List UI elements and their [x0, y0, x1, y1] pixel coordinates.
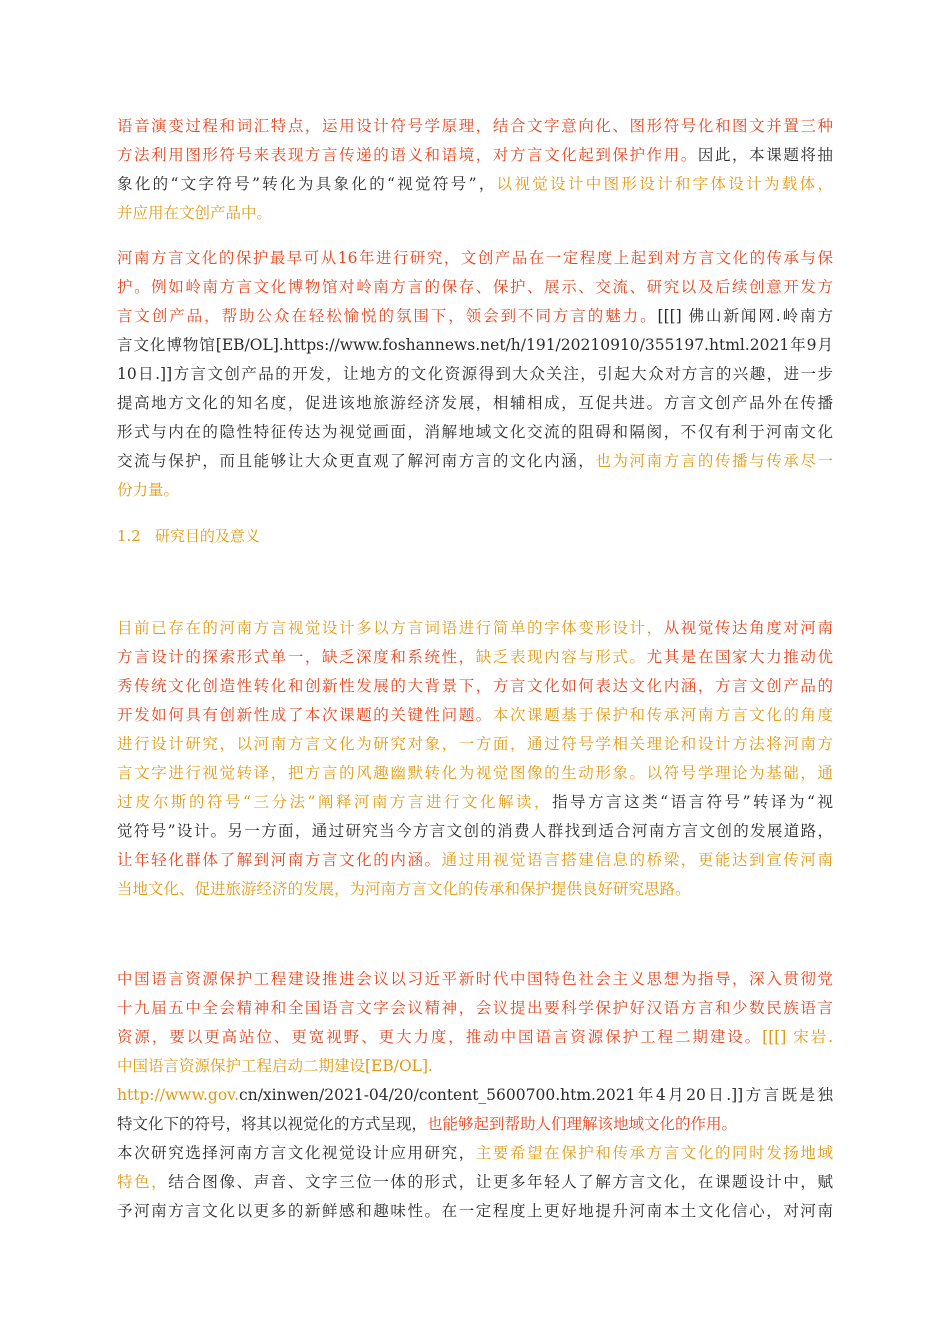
text-line: 提高地方文化的知名度，促进该地旅游经济发展，相辅相成，互促共进。方言文创产品外在传播	[117, 394, 833, 412]
text-line: 语音演变过程和词汇特点，运用设计符号学原理，结合文字意向化、图形符号化和图文并置三种	[117, 117, 833, 135]
text-line: 本次研究选择河南方言文化视觉设计应用研究，主要希望在保护和传承方言文化的同时发扬地域	[117, 1144, 833, 1162]
text-line: 交流与保护，而且能够让大众更直观了解河南方言的文化内涵，也为河南方言的传播与传承尽一	[117, 452, 833, 470]
citation-line: http://www.gov.cn/xinwen/2021-04/20/content_5600700.htm.2021年4月20日.]]方言既是独	[117, 1086, 833, 1104]
text-line: 份力量。	[117, 481, 180, 499]
text-line: 当地文化、促进旅游经济的发展，为河南方言文化的传承和保护提供良好研究思路。	[117, 880, 691, 898]
text-line: 予河南方言文化以更多的新鲜感和趣味性。在一定程度上更好地提升河南本土文化信心，对河南	[117, 1202, 833, 1220]
text-line: 言文字进行视觉转译，把方言的风趣幽默转化为视觉图像的生动形象。以符号学理论为基础，通	[117, 764, 833, 782]
paragraph-2	[117, 244, 833, 505]
text-line: 资源，要以更高站位、更宽视野、更大力度，推动中国语言资源保护工程二期建设。[[[] 宋岩.	[117, 1028, 833, 1046]
text-line: 开发如何具有创新性成了本次课题的关键性问题。本次课题基于保护和传承河南方言文化的角度	[117, 706, 833, 724]
text-line: 进行设计研究，以河南方言文化为研究对象，一方面，通过符号学相关理论和设计方法将河南方	[117, 735, 833, 753]
text-line: 河南方言文化的保护最早可从16年进行研究，文创产品在一定程度上起到对方言文化的传承与保	[117, 249, 833, 267]
section-title: 研究目的及意义	[154, 527, 260, 545]
text-line: 目前已存在的河南方言视觉设计多以方言词语进行简单的字体变形设计，从视觉传达角度对河南	[117, 619, 833, 637]
citation-link[interactable]: http://www.gov.	[117, 1086, 240, 1104]
text-line: 让年轻化群体了解到河南方言文化的内涵。通过用视觉语言搭建信息的桥梁，更能达到宣传河南	[117, 851, 833, 869]
section-heading	[117, 522, 260, 551]
text-line: 并应用在文创产品中。	[117, 204, 273, 222]
citation-line: 中国语言资源保护工程启动二期建设[EB/OL].	[117, 1057, 433, 1075]
text-line: 象化的“文字符号”转化为具象化的“视觉符号”，以视觉设计中图形设计和字体设计为载体，	[117, 175, 833, 193]
paragraph-1	[117, 112, 833, 228]
text-line: 特文化下的符号，将其以视觉化的方式呈现，也能够起到帮助人们理解该地域文化的作用。	[117, 1115, 738, 1133]
text-line: 十九届五中全会精神和全国语言文字会议精神，会议提出要科学保护好汉语方言和少数民族语言	[117, 999, 833, 1017]
text-line: 中国语言资源保护工程建设推进会议以习近平新时代中国特色社会主义思想为指导，深入贯彻党	[117, 970, 833, 988]
text-line: 秀传统文化创造性转化和创新性发展的大背景下，方言文化如何表达文化内涵，方言文创产品的	[117, 677, 833, 695]
paragraph-4	[117, 965, 833, 1139]
paragraph-3	[117, 614, 833, 904]
text-line: 护。例如岭南方言文化博物馆对岭南方言的保存、保护、展示、交流、研究以及后续创意开发方	[117, 278, 833, 296]
text-line: 言文创产品，帮助公众在轻松愉悦的氛围下，领会到不同方言的魅力。[[[] 佛山新闻网.岭南方	[117, 307, 833, 325]
section-number: 1.2	[117, 527, 141, 545]
text-line: 觉符号”设计。另一方面，通过研究当今方言文创的消费人群找到适合河南方言文创的发展道路，	[117, 822, 833, 840]
text-line: 特色，结合图像、声音、文字三位一体的形式，让更多年轻人了解方言文化，在课题设计中，赋	[117, 1173, 833, 1191]
paragraph-5	[117, 1139, 833, 1226]
text-line: 10日.]]方言文创产品的开发，让地方的文化资源得到大众关注，引起大众对方言的兴趣，进一步	[117, 365, 833, 383]
text-line: 过皮尔斯的符号“三分法”阐释河南方言进行文化解读，指导方言这类“语言符号”转译为“视	[117, 793, 833, 811]
text-line: 方言设计的探索形式单一，缺乏深度和系统性，缺乏表现内容与形式。尤其是在国家大力推动优	[117, 648, 833, 666]
text-line: 方法利用图形符号来表现方言传递的语义和语境，对方言文化起到保护作用。因此，本课题将抽	[117, 146, 833, 164]
citation-line: 言文化博物馆[EB/OL].https://www.foshannews.net/h/191/20210910/355197.html.2021年9月	[117, 336, 833, 354]
text-line: 形式与内在的隐性特征传达为视觉画面，消解地域文化交流的阻碍和隔阂，不仅有利于河南文化	[117, 423, 833, 441]
